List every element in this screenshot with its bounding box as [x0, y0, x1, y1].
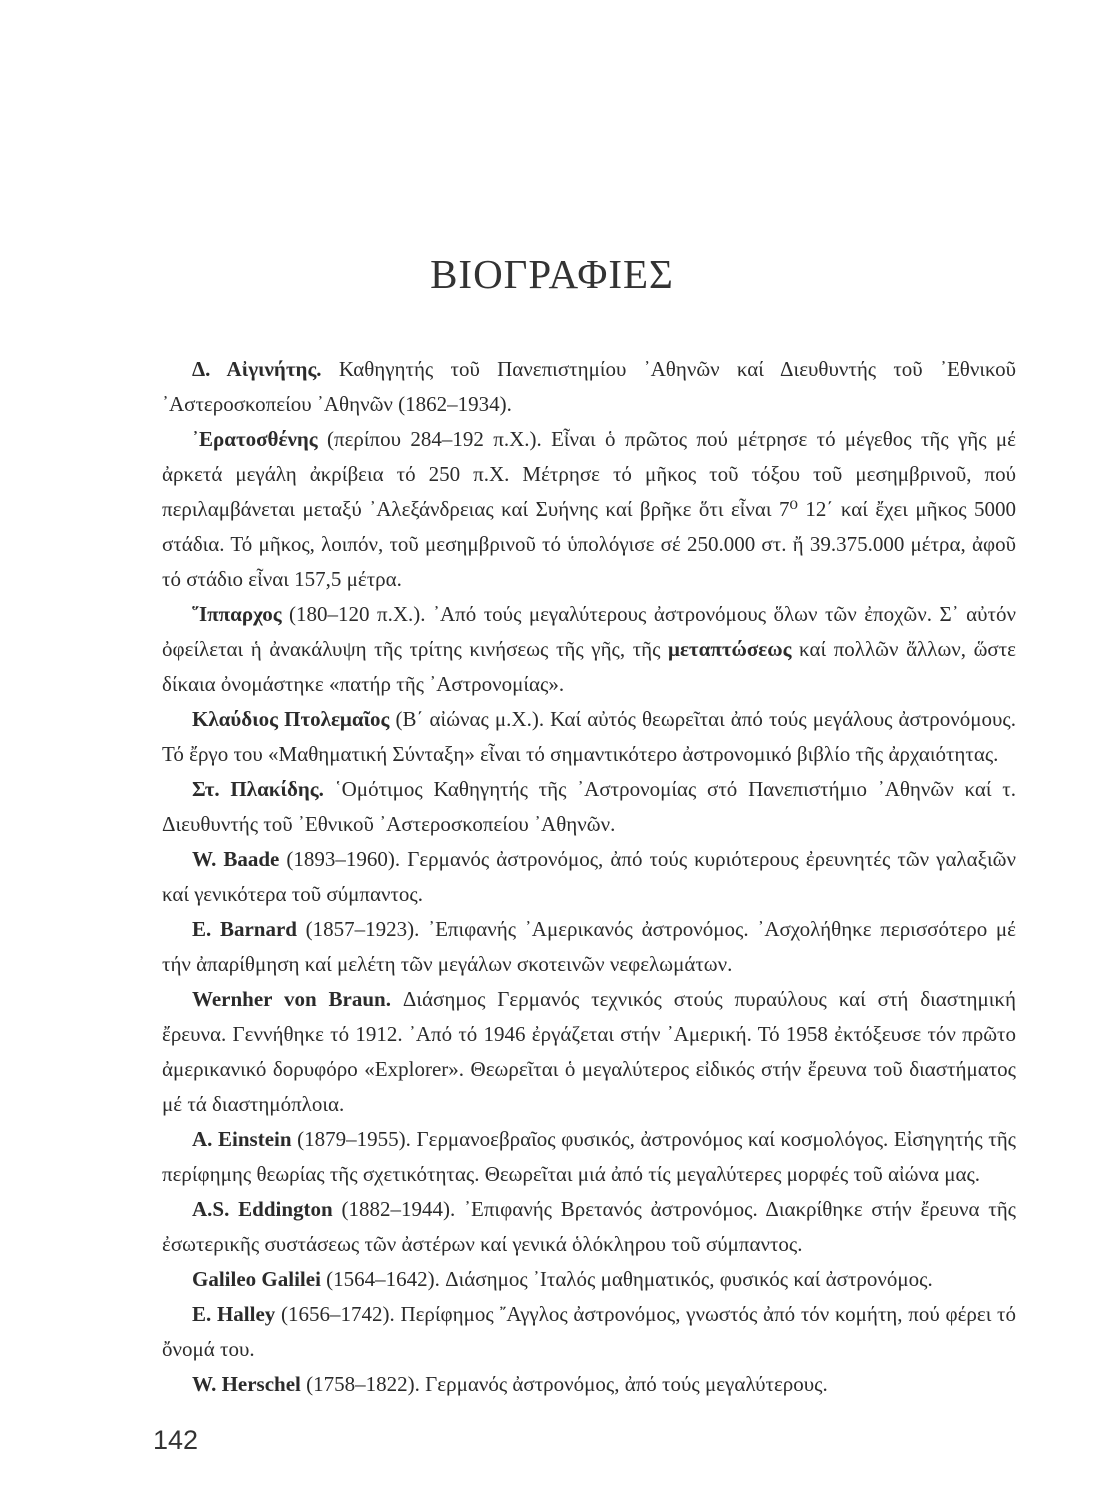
biography-text: (1758–1822). Γερμανός ἀστρονόμος, ἀπό τούς μεγαλύτερους. — [300, 1372, 828, 1396]
emphasized-term: μεταπτώσεως — [668, 637, 792, 661]
page-title: ΒΙΟΓΡΑΦΙΕΣ — [430, 251, 674, 297]
person-name: W. Baade — [192, 847, 280, 871]
biography-entry — [162, 772, 1016, 842]
biography-text-continued: καί πολλῶν ἄλλων, ὥστε δίκαια ὀνομάστηκε «πατήρ τῆς ᾿Αστρονομίας». — [162, 637, 1017, 696]
biography-entry — [162, 912, 1016, 982]
biographies-list — [162, 352, 1016, 1402]
biography-entry — [162, 1297, 1016, 1367]
person-name: E. Barnard — [192, 917, 297, 941]
person-name: Wernher von Braun. — [192, 987, 391, 1011]
person-name: ᾿Ερατοσθένης — [192, 427, 318, 451]
person-name: A. Einstein — [192, 1127, 292, 1151]
person-name: E. Halley — [192, 1302, 276, 1326]
biography-text: (1882–1944). ᾿Επιφανής Βρετανός ἀστρονόμος. Διακρίθηκε στήν ἔρευνα τῆς ἐσωτερικῆς συστάσεως τῶν ἀστέρων καί γενικά ὁλόκληρου τοῦ σύμπαντος. — [162, 1197, 1016, 1256]
biography-entry — [162, 1122, 1016, 1192]
biography-text: (1857–1923). ᾿Επιφανής ᾿Αμερικανός ἀστρονόμος. ᾿Ασχολήθηκε περισσότερο μέ τήν ἀπαρίθμηση καί μελέτη τῶν μεγάλων σκοτεινῶν νεφελωμάτων. — [162, 917, 1016, 976]
person-name: A.S. Eddington — [192, 1197, 333, 1221]
biography-entry — [162, 352, 1016, 422]
biography-text: (1564–1642). Διάσημος ᾿Ιταλός μαθηματικός, φυσικός καί ἀστρονόμος. — [320, 1267, 933, 1291]
biography-text: ῾Ομότιμος Καθηγητής τῆς ᾿Αστρονομίας στό Πανεπιστήμιο ᾿Αθηνῶν καί τ. Διευθυντής τοῦ ᾿Εθνικοῦ ᾿Αστεροσκοπείου ᾿Αθηνῶν. — [162, 777, 1016, 836]
person-name: Galileo Galilei — [192, 1267, 321, 1291]
biography-entry — [162, 702, 1016, 772]
biography-text: (1656–1742). Περίφημος ῎Αγγλος ἀστρονόμος, γνωστός ἀπό τόν κομήτη, πού φέρει τό ὄνομά του. — [162, 1302, 1016, 1361]
biography-text: Διάσημος Γερμανός τεχνικός στούς πυραύλους καί στή διαστημική ἔρευνα. Γεννήθηκε τό 1912. ᾿Από τό 1946 ἐργάζεται στήν ᾿Αμερική. Τό 1958 ἐκτόξευσε τόν πρῶτο ἀμερικανικό δορυφόρο «Explorer». Θεωρεῖται ὁ μεγαλύτερος εἰδικός στήν ἔρευνα τοῦ διαστήματος μέ τά διαστημόπλοια. — [162, 987, 1017, 1116]
person-name: Κλαύδιος Πτολεμαῖος — [192, 707, 390, 731]
biography-entry — [162, 1367, 1016, 1402]
person-name: W. Herschel — [192, 1372, 301, 1396]
biography-text: (1879–1955). Γερμανοεβραῖος φυσικός, ἀστρονόμος καί κοσμολόγος. Εἰσηγητής τῆς περίφημης θεωρίας τῆς σχετικότητας. Θεωρεῖται μιά ἀπό τίς μεγαλύτερες μορφές τοῦ αἰώνα μας. — [162, 1127, 1016, 1186]
biography-text: (περίπου 284–192 π.Χ.). Εἶναι ὁ πρῶτος πού μέτρησε τό μέγεθος τῆς γῆς μέ ἀρκετά μεγάλη ἀκρίβεια τό 250 π.Χ. Μέτρησε τό μῆκος τοῦ τόξου τοῦ μεσημβρινοῦ, πού περιλαμβάνεται μεταξύ ᾿Αλεξάνδρειας καί Συήνης καί βρῆκε ὅτι εἶναι 7⁰ 12΄ καί ἔχει μῆκος 5000 στάδια. Τό μῆκος, λοιπόν, τοῦ μεσημβρινοῦ τό ὑπολόγισε σέ 250.000 στ. ἤ 39.375.000 μέτρα, ἀφοῦ τό στάδιο εἶναι 157,5 μέτρα. — [162, 427, 1016, 591]
person-name: Δ. Αἰγινήτης. — [192, 357, 322, 381]
biography-entry — [162, 422, 1016, 597]
person-name: Στ. Πλακίδης. — [192, 777, 324, 801]
biography-text: (1893–1960). Γερμανός ἀστρονόμος, ἀπό τούς κυριότερους ἐρευνητές τῶν γαλαξιῶν καί γενικότερα τοῦ σύμπαντος. — [162, 847, 1016, 906]
biography-entry — [162, 1192, 1016, 1262]
biography-entry — [162, 1262, 1016, 1297]
biography-entry — [162, 982, 1016, 1122]
biography-text: Καθηγητής τοῦ Πανεπιστημίου ᾿Αθηνῶν καί Διευθυντής τοῦ ᾿Εθνικοῦ ᾿Αστεροσκοπείου ᾿Αθηνῶν (1862–1934). — [162, 357, 1017, 416]
page-number: 142 — [153, 1425, 199, 1455]
biography-entry — [162, 842, 1016, 912]
biography-text: (180–120 π.Χ.). ᾿Από τούς μεγαλύτερους ἀστρονόμους ὅλων τῶν ἐποχῶν. Σ᾿ αὐτόν ὀφείλεται ἡ ἀνακάλυψη τῆς τρίτης κινήσεως τῆς γῆς, τῆς — [162, 602, 1016, 661]
person-name: ῞Ιππαρχος — [192, 602, 282, 626]
biography-entry — [162, 597, 1016, 702]
biography-text: (Β΄ αἰώνας μ.Χ.). Καί αὐτός θεωρεῖται ἀπό τούς μεγάλους ἀστρονόμους. Τό ἔργο του «Μαθηματική Σύνταξη» εἶναι τό σημαντικότερο ἀστρονομικό βιβλίο τῆς ἀρχαιότητας. — [162, 707, 1016, 766]
